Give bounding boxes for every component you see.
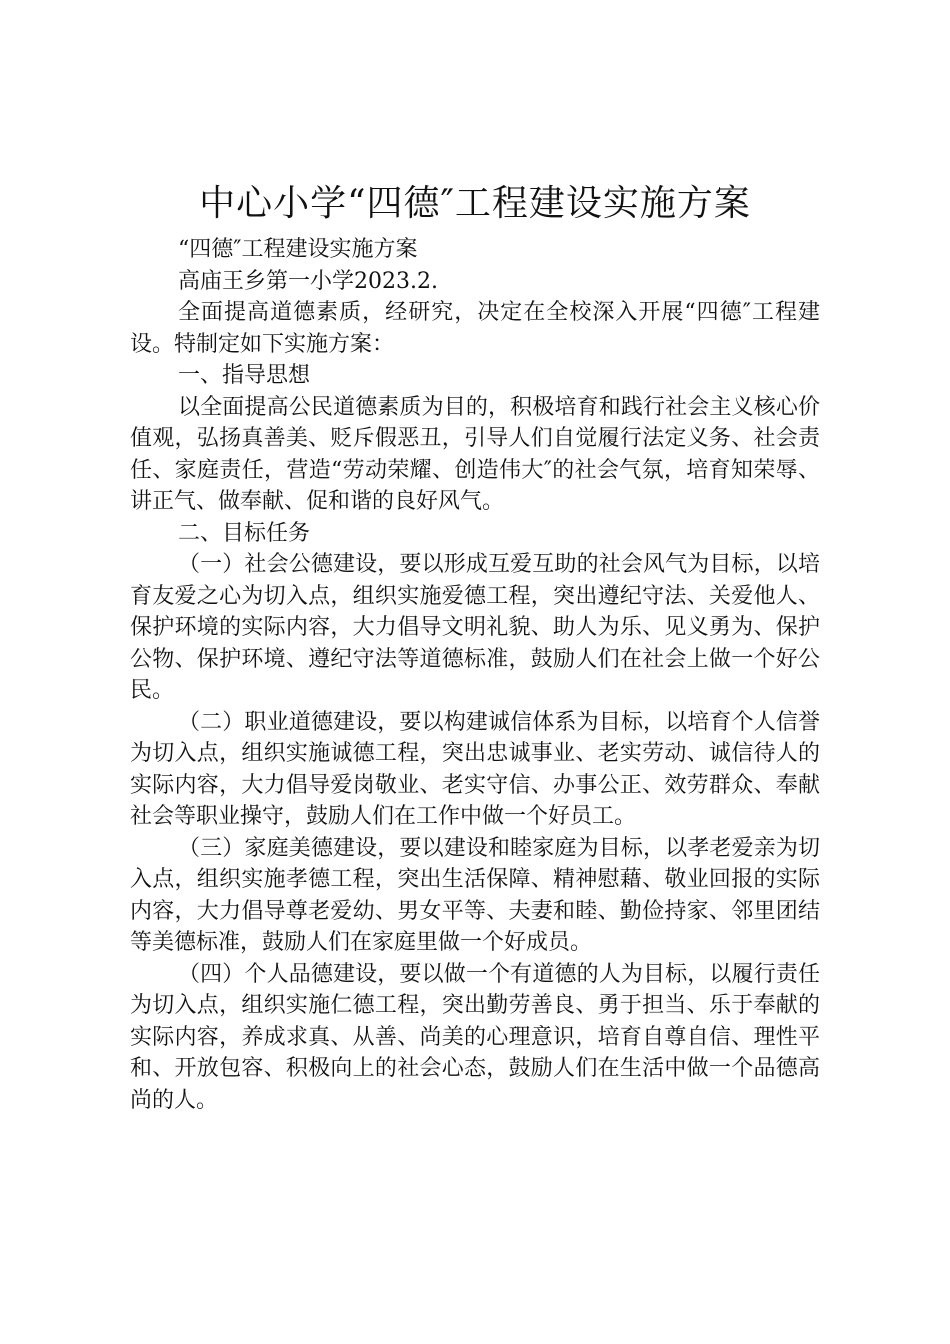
subtitle: “四德″工程建设实施方案 bbox=[178, 237, 418, 262]
section-heading-goals: 二、目标任务 bbox=[178, 520, 311, 546]
goal-item-personal-morality: （四）个人品德建设，要以做一个有道德的人为目标，以履行责任为切入点，组织实施仁德工程，突出勤劳善良、勇于担当、乐于奉献的实际内容，养成求真、从善、尚美的心理意识，培育自尊自信、理性平和、开放包容、积极向上的社会心态，鼓励人们在生活中做一个品德高尚的人。 bbox=[130, 961, 820, 1113]
goal-item-family-virtue: （三）家庭美德建设，要以建设和睦家庭为目标，以孝老爱亲为切入点，组织实施孝德工程，突出生活保障、精神慰藉、敬业回报的实际内容，大力倡导尊老爱幼、男女平等、夫妻和睦、勤俭持家、邻里团结等美德标准，鼓励人们在家庭里做一个好成员。 bbox=[130, 835, 820, 955]
section-heading-guiding-thought: 一、指导思想 bbox=[178, 363, 311, 388]
goal-item-professional-ethics: （二）职业道德建设，要以构建诚信体系为目标，以培育个人信誉为切入点，组织实施诚德工程，突出忠诚事业、老实劳动、诚信待人的实际内容，大力倡导爱岗敬业、老实守信、办事公正、效劳群众、奉献社会等职业操守，鼓励人们在工作中做一个好员工。 bbox=[130, 709, 820, 829]
guiding-thought-paragraph: 以全面提高公民道德素质为目的，积极培育和践行社会主义核心价值观，弘扬真善美、贬斥假恶丑，引导人们自觉履行法定义务、社会责任、家庭责任，营造“劳动荣耀、创造伟大″的社会气氛，培育知荣辱、讲正气、做奉献、促和谐的良好风气。 bbox=[130, 394, 820, 514]
goal-item-social-ethics: （一）社会公德建设，要以形成互爱互助的社会风气为目标，以培育友爱之心为切入点，组织实施爱德工程，突出遵纪守法、关爱他人、保护环境的实际内容，大力倡导文明礼貌、助人为乐、见义勇为、保护公物、保护环境、遵纪守法等道德标准，鼓励人们在社会上做一个好公民。 bbox=[130, 552, 820, 703]
document-body bbox=[130, 234, 820, 1116]
author-date: 高庙王乡第一小学2023.2. bbox=[178, 268, 438, 294]
document-title: 中心小学“四德″工程建设实施方案 bbox=[199, 183, 751, 224]
intro-paragraph: 全面提高道德素质，经研究，决定在全校深入开展“四德″工程建设。特制定如下实施方案： bbox=[130, 300, 820, 357]
